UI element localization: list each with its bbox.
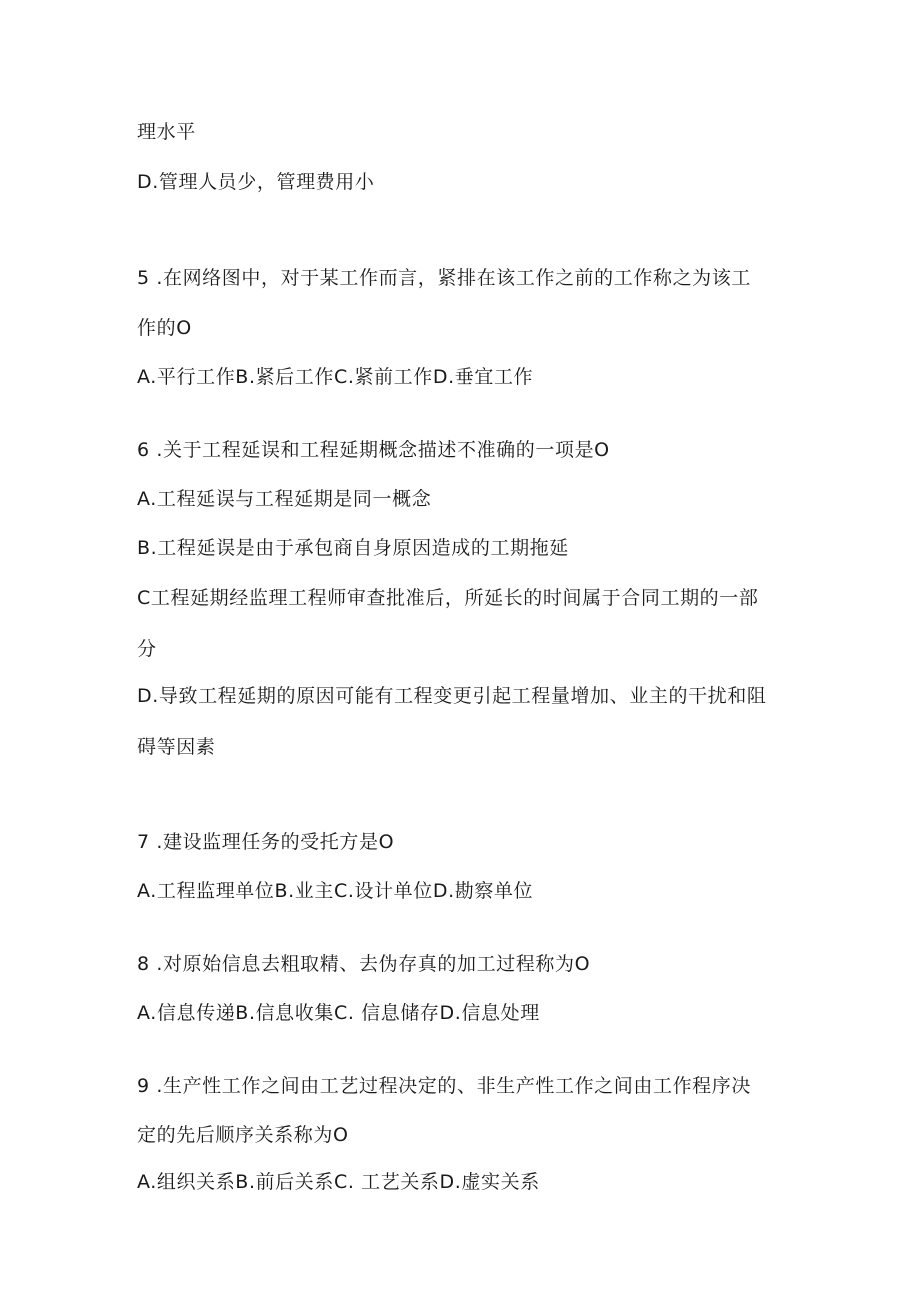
question-line: 9 .生产性工作之间由工艺过程决定的、非生产性工作之间由工作程序决 (137, 1075, 751, 1097)
option-line: A.工程延误与工程延期是同一概念 (137, 488, 432, 510)
question-line: 7 .建设监理任务的受托方是O (137, 831, 395, 853)
option-line: 分 (137, 638, 157, 660)
question-line: 5 .在网络图中，对于某工作而言，紧排在该工作之前的工作称之为该工 (137, 267, 751, 289)
question-line: 定的先后顺序关系称为O (137, 1124, 349, 1146)
option-line: D.导致工程延期的原因可能有工程变更引起工程量增加、业主的干扰和阻 (137, 685, 767, 707)
option-line: B.工程延误是由于承包商自身原因造成的工期拖延 (137, 537, 569, 559)
question-line: 8 .对原始信息去粗取精、去伪存真的加工过程称为O (137, 953, 591, 975)
option-line: A.平行工作B.紧后工作C.紧前工作D.垂宜工作 (137, 366, 534, 388)
option-line: D.管理人员少，管理费用小 (137, 171, 375, 193)
option-line: A.信息传递B.信息收集C. 信息储存D.信息处理 (137, 1002, 540, 1024)
option-line: A.组织关系B.前后关系C. 工艺关系D.虚实关系 (137, 1171, 540, 1193)
question-line: 作的O (137, 317, 192, 339)
option-line: 碍等因素 (137, 736, 216, 758)
text-line: 理水平 (137, 121, 196, 143)
question-line: 6 .关于工程延误和工程延期概念描述不准确的一项是O (137, 439, 610, 461)
option-line: C工程延期经监理工程师审查批准后，所延长的时间属于合同工期的一部 (137, 587, 759, 609)
option-line: A.工程监理单位B.业主C.设计单位D.勘察单位 (137, 880, 534, 902)
